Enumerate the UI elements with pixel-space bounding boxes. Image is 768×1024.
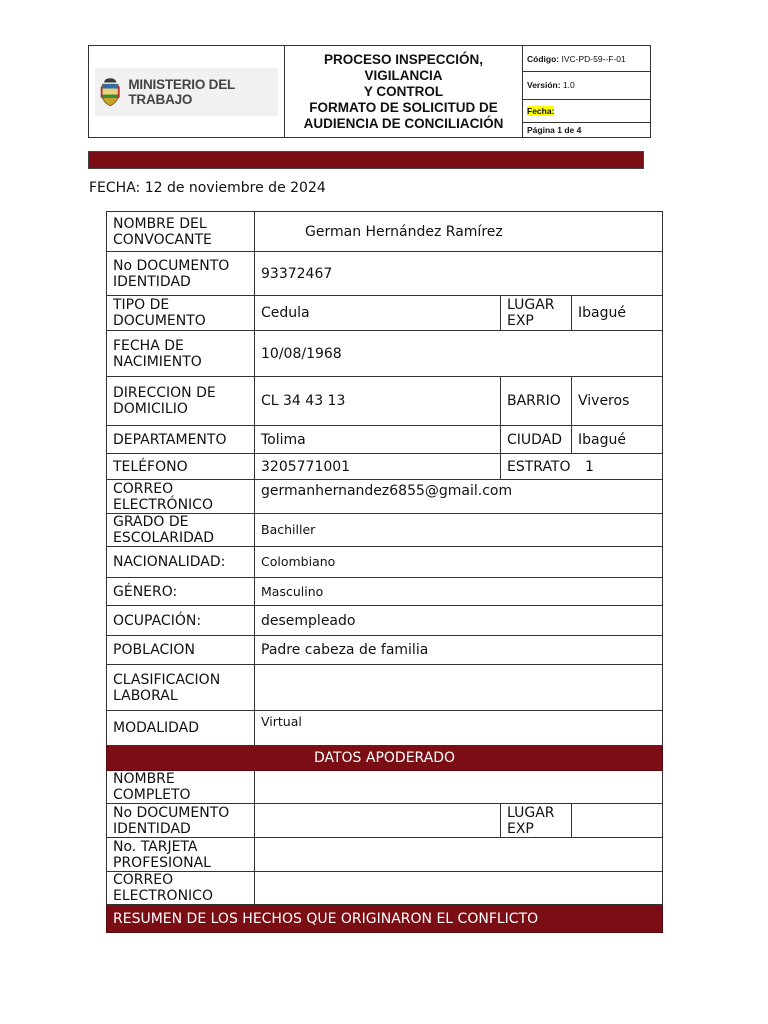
ocupacion-label: OCUPACIÓN: bbox=[107, 606, 255, 636]
codigo-value: IVC-PD-59--F-01 bbox=[561, 53, 626, 64]
pagina-label: Página 1 de 4 bbox=[527, 124, 582, 135]
table-row bbox=[107, 212, 663, 252]
codigo-cell bbox=[523, 46, 651, 72]
form-table bbox=[106, 211, 663, 933]
header-band bbox=[88, 151, 644, 169]
clasificacion-value bbox=[255, 665, 663, 711]
apoderado-nombre-value bbox=[255, 771, 663, 804]
table-row bbox=[107, 454, 663, 480]
ministerio-name: MINISTERIO DEL TRABAJO bbox=[128, 76, 235, 107]
estrato-cell bbox=[501, 454, 663, 480]
poblacion-value: Padre cabeza de familia bbox=[255, 636, 663, 665]
poblacion-label: POBLACION bbox=[107, 636, 255, 665]
ocupacion-value: desempleado bbox=[255, 606, 663, 636]
table-row bbox=[107, 480, 663, 514]
pagina-cell bbox=[523, 122, 651, 137]
nombre-convocante-label: NOMBRE DEL CONVOCANTE bbox=[107, 212, 255, 252]
grado-label: GRADO DE ESCOLARIDAD bbox=[107, 514, 255, 547]
fecha-nacimiento-label: FECHA DE NACIMIENTO bbox=[107, 331, 255, 377]
apoderado-lugar-label: LUGAR EXP bbox=[501, 804, 572, 838]
table-row bbox=[107, 296, 663, 331]
codigo-label: Código: bbox=[527, 53, 560, 64]
document-title bbox=[285, 46, 523, 138]
nacionalidad-label: NACIONALIDAD: bbox=[107, 547, 255, 578]
ciudad-label: CIUDAD bbox=[501, 426, 572, 454]
clasificacion-label: CLASIFICACION LABORAL bbox=[107, 665, 255, 711]
table-row bbox=[107, 252, 663, 296]
apoderado-tarjeta-label: No. TARJETA PROFESIONAL bbox=[107, 838, 255, 872]
logo-cell bbox=[89, 46, 285, 138]
table-row bbox=[107, 547, 663, 578]
telefono-value: 3205771001 bbox=[255, 454, 501, 480]
ministerio-logo bbox=[95, 68, 278, 116]
resumen-section-title: RESUMEN DE LOS HECHOS QUE ORIGINARON EL CONFLICTO bbox=[107, 905, 663, 933]
grado-value: Bachiller bbox=[255, 514, 663, 547]
fecha-solicitud: FECHA: 12 de noviembre de 2024 bbox=[89, 180, 326, 196]
table-row bbox=[107, 905, 663, 933]
table-row bbox=[107, 838, 663, 872]
fecha-nacimiento-value: 10/08/1968 bbox=[255, 331, 663, 377]
genero-label: GÉNERO: bbox=[107, 578, 255, 606]
table-row bbox=[107, 426, 663, 454]
documento-value: 93372467 bbox=[255, 252, 663, 296]
table-row bbox=[107, 331, 663, 377]
departamento-value: Tolima bbox=[255, 426, 501, 454]
table-row bbox=[107, 606, 663, 636]
apoderado-section-title: DATOS APODERADO bbox=[107, 746, 663, 771]
table-row bbox=[107, 804, 663, 838]
modalidad-value: Virtual bbox=[255, 711, 663, 746]
version-label: Versión: bbox=[527, 80, 561, 91]
table-row bbox=[107, 665, 663, 711]
telefono-label: TELÉFONO bbox=[107, 454, 255, 480]
title-line-1: PROCESO INSPECCIÓN, VIGILANCIA bbox=[323, 51, 484, 83]
table-row bbox=[107, 746, 663, 771]
correo-label: CORREO ELECTRÓNICO bbox=[107, 480, 255, 514]
departamento-label: DEPARTAMENTO bbox=[107, 426, 255, 454]
lugar-exp-value: Ibagué bbox=[572, 296, 663, 331]
tipo-documento-label: TIPO DE DOCUMENTO bbox=[107, 296, 255, 331]
fecha-label: Fecha: bbox=[527, 105, 555, 116]
table-row bbox=[107, 514, 663, 547]
lugar-exp-label: LUGAR EXP bbox=[501, 296, 572, 331]
title-line-4: AUDIENCIA DE CONCILIACIÓN bbox=[303, 115, 504, 131]
modalidad-label: MODALIDAD bbox=[107, 711, 255, 746]
table-row bbox=[107, 711, 663, 746]
direccion-label: DIRECCION DE DOMICILIO bbox=[107, 377, 255, 426]
correo-value: germanhernandez6855@gmail.com bbox=[255, 480, 663, 514]
table-row bbox=[107, 771, 663, 804]
version-value: 1.0 bbox=[562, 80, 575, 91]
barrio-value: Viveros bbox=[572, 377, 663, 426]
tipo-documento-value: Cedula bbox=[255, 296, 501, 331]
document-header bbox=[88, 45, 651, 138]
apoderado-correo-value bbox=[255, 872, 663, 905]
table-row bbox=[107, 377, 663, 426]
ciudad-value: Ibagué bbox=[572, 426, 663, 454]
apoderado-lugar-value bbox=[572, 804, 663, 838]
table-row bbox=[107, 636, 663, 665]
direccion-value: CL 34 43 13 bbox=[255, 377, 501, 426]
version-cell bbox=[523, 72, 651, 99]
title-line-3: FORMATO DE SOLICITUD DE bbox=[309, 99, 498, 115]
colombia-crest-icon bbox=[99, 74, 121, 110]
nacionalidad-value: Colombiano bbox=[255, 547, 663, 578]
estrato-value: 1 bbox=[584, 458, 594, 475]
apoderado-nombre-label: NOMBRE COMPLETO bbox=[107, 771, 255, 804]
apoderado-documento-value bbox=[255, 804, 501, 838]
fecha-cell bbox=[523, 99, 651, 122]
title-line-2: Y CONTROL bbox=[363, 83, 444, 99]
apoderado-tarjeta-value bbox=[255, 838, 663, 872]
table-row bbox=[107, 578, 663, 606]
genero-value: Masculino bbox=[255, 578, 663, 606]
barrio-label: BARRIO bbox=[501, 377, 572, 426]
table-row bbox=[107, 872, 663, 905]
documento-label: No DOCUMENTO IDENTIDAD bbox=[107, 252, 255, 296]
nombre-convocante-value: German Hernández Ramírez bbox=[255, 212, 663, 252]
apoderado-correo-label: CORREO ELECTRONICO bbox=[107, 872, 255, 905]
apoderado-documento-label: No DOCUMENTO IDENTIDAD bbox=[107, 804, 255, 838]
estrato-label: ESTRATO bbox=[507, 458, 571, 475]
